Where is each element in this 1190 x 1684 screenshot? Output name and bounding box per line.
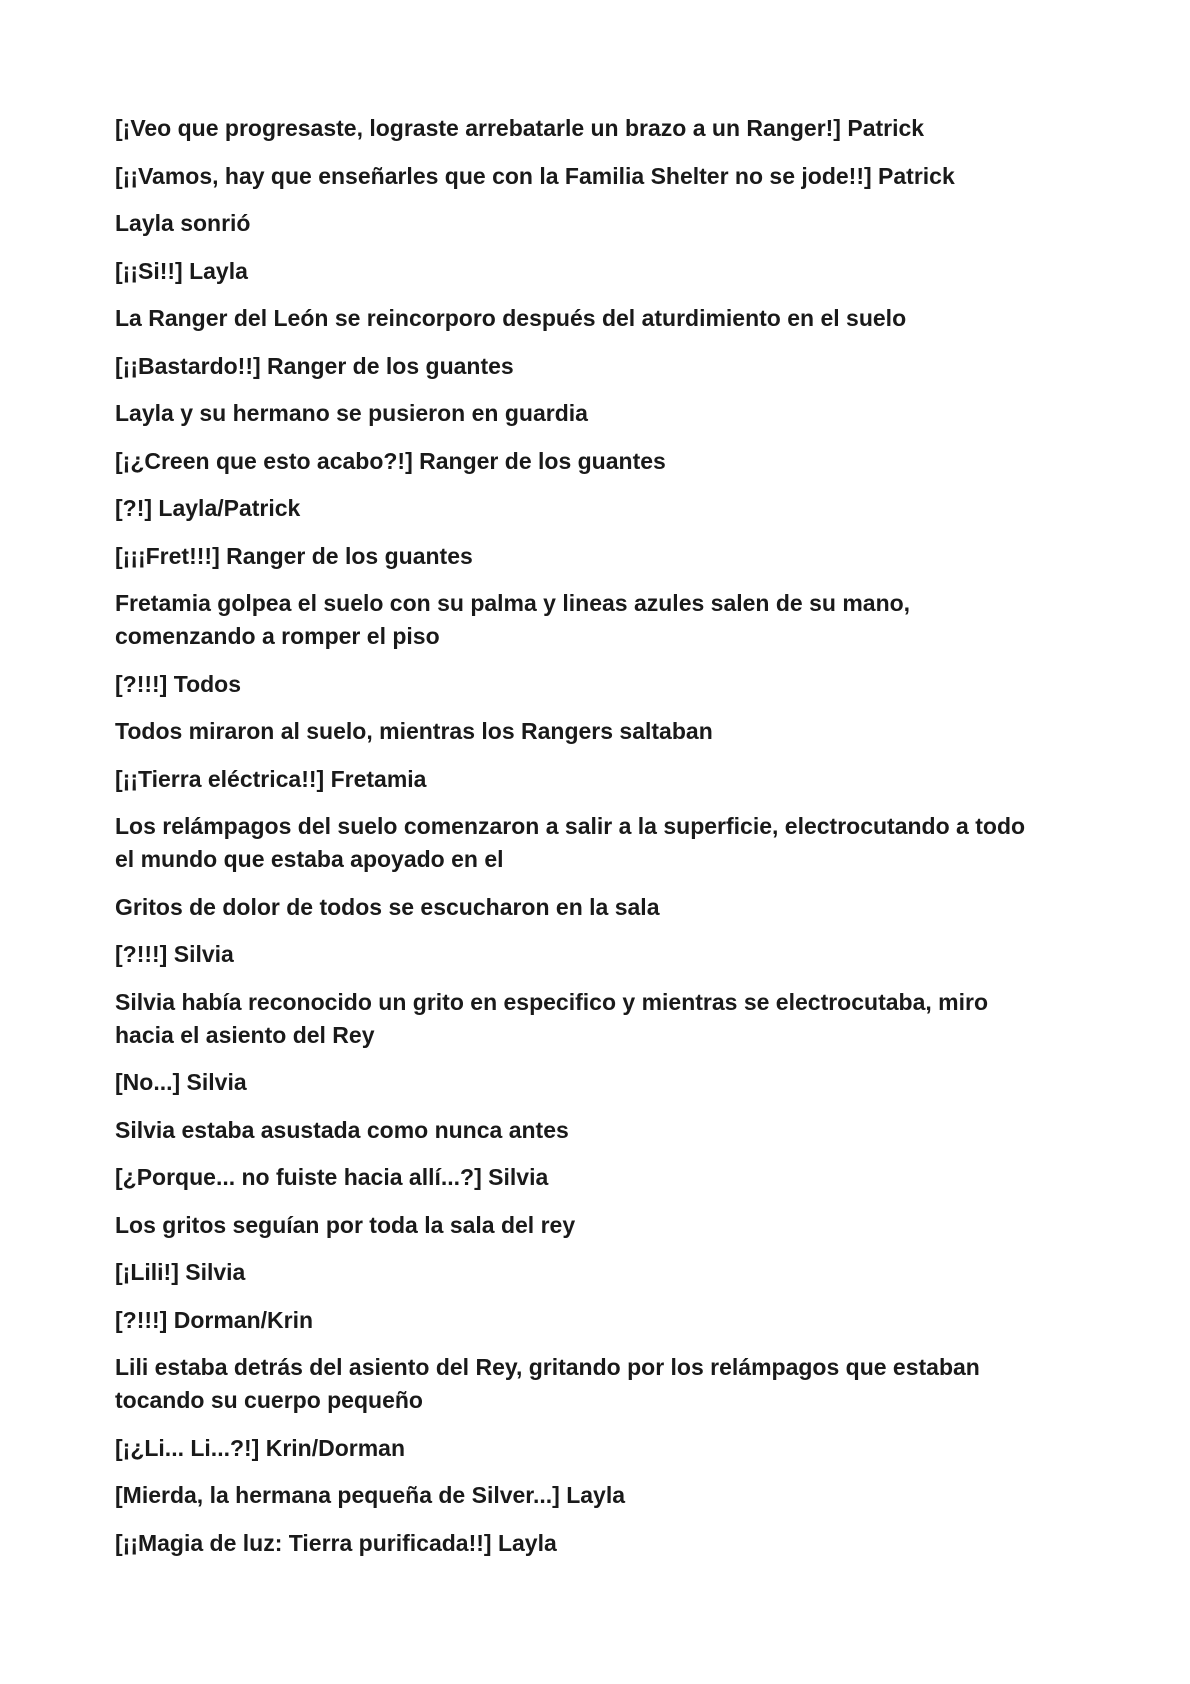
paragraph-13: Todos miraron al suelo, mientras los Rangers saltaban <box>115 718 713 744</box>
paragraph-16: Gritos de dolor de todos se escucharon en la sala <box>115 893 660 920</box>
paragraph-12: [?!!!] Todos <box>115 670 242 697</box>
paragraph-20: Silvia estaba asustada como nunca antes <box>115 1116 569 1143</box>
paragraph-22: Los gritos seguían por toda la sala del rey <box>115 1211 576 1238</box>
paragraph-9: [?!] Layla/Patrick <box>115 495 301 521</box>
paragraph-17: [?!!!] Silvia <box>115 941 234 967</box>
paragraph-23: [¡Lili!] Silvia <box>115 1259 246 1285</box>
paragraph-25: Lili estaba detrás del asiento del Rey, gritando por los relámpagos que estaban tocando su cuerpo pequeño <box>115 1354 980 1413</box>
document-body <box>115 112 1090 1574</box>
paragraph-27: [Mierda, la hermana pequeña de Silver...] Layla <box>115 1482 626 1508</box>
paragraph-6: [¡¡Bastardo!!] Ranger de los guantes <box>115 352 514 379</box>
paragraph-4: [¡¡Si!!] Layla <box>115 257 248 284</box>
paragraph-14: [¡¡Tierra eléctrica!!] Fretamia <box>115 765 427 792</box>
paragraph-24: [?!!!] Dorman/Krin <box>115 1306 314 1333</box>
paragraph-26: [¡¿Li... Li...?!] Krin/Dorman <box>115 1434 406 1461</box>
paragraph-28: [¡¡Magia de luz: Tierra purificada!!] Layla <box>115 1529 557 1556</box>
paragraph-8: [¡¿Creen que esto acabo?!] Ranger de los guantes <box>115 447 666 474</box>
paragraph-10: [¡¡¡Fret!!!] Ranger de los guantes <box>115 542 473 569</box>
paragraph-5: La Ranger del León se reincorporo después del aturdimiento en el suelo <box>115 305 907 331</box>
paragraph-19: [No...] Silvia <box>115 1069 247 1095</box>
paragraph-1: [¡Veo que progresaste, lograste arrebatarle un brazo a un Ranger!] Patrick <box>115 115 925 141</box>
paragraph-15: Los relámpagos del suelo comenzaron a salir a la superficie, electrocutando a todo el mundo que estaba apoyado en el <box>115 813 1026 872</box>
paragraph-7: Layla y su hermano se pusieron en guardia <box>115 400 588 426</box>
paragraph-21: [¿Porque... no fuiste hacia allí...?] Silvia <box>115 1164 549 1190</box>
paragraph-2: [¡¡Vamos, hay que enseñarles que con la Familia Shelter no se jode!!] Patrick <box>115 162 955 189</box>
paragraph-11: Fretamia golpea el suelo con su palma y lineas azules salen de su mano, comenzando a romper el piso <box>115 590 911 649</box>
paragraph-18: Silvia había reconocido un grito en especifico y mientras se electrocutaba, miro hacia el asiento del Rey <box>115 988 988 1048</box>
paragraph-3: Layla sonrió <box>115 210 251 236</box>
